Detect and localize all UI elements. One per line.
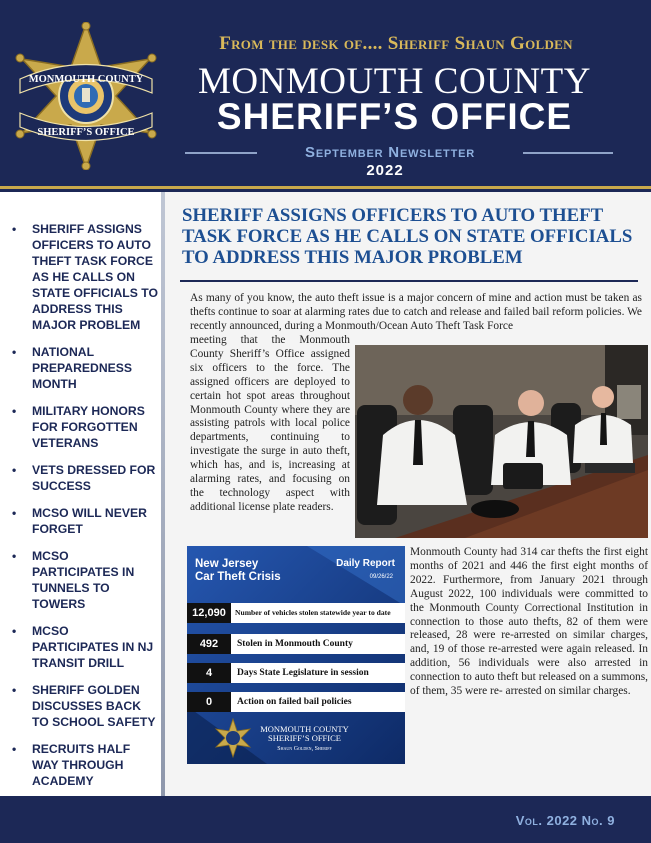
toc-item[interactable]: • NATIONAL PREPAREDNESS MONTH	[10, 344, 158, 392]
article-paragraph-task-force: meeting that the Monmouth County Sheriff’s Office assigned six officers to the force. The assigned officers are deployed to certain hot spot areas throughout Monmouth County where they are assisting patrols with local police departments, continuing to investigate the surge in auto theft, which has, and is, increasing at alarming rates, and focusing on the technology aspect with additional license plate readers.	[190, 334, 350, 513]
newsletter-rule-left	[185, 152, 257, 154]
table-of-contents	[10, 221, 158, 800]
toc-item[interactable]: • MCSO WILL NEVER FORGET	[10, 505, 158, 537]
infographic-row-label: Stolen in Monmouth County	[237, 639, 353, 649]
infographic-report-label: Daily Report	[336, 558, 395, 569]
infographic-title-line2: Car Theft Crisis	[195, 571, 281, 583]
infographic-footer-line1: MONMOUTH COUNTY	[260, 724, 349, 734]
masthead-gold-rule	[0, 186, 651, 189]
toc-item[interactable]: • RECRUITS HALF WAY THROUGH ACADEMY	[10, 741, 158, 789]
infographic-badge-icon	[213, 718, 253, 758]
infographic-row-label: Action on failed bail policies	[237, 697, 352, 707]
newsletter-month: September Newsletter	[305, 144, 475, 161]
toc-item[interactable]: • VETS DRESSED FOR SUCCESS	[10, 462, 158, 494]
toc-item[interactable]: • SHERIFF GOLDEN DISCUSSES BACK TO SCHOOL SAFETY	[10, 682, 158, 730]
sheriff-badge-icon	[12, 22, 160, 170]
infographic-row	[187, 663, 405, 683]
title-sheriffs-office: SHERIFF’S OFFICE	[216, 96, 573, 137]
from-the-desk-line: From the desk of.... Sheriff Shaun Golden	[219, 33, 573, 54]
infographic-row	[187, 603, 405, 623]
infographic-title	[195, 558, 281, 584]
infographic-row-label: Days State Legislature in session	[237, 668, 369, 678]
meeting-photo	[355, 345, 648, 538]
toc-item[interactable]: • MILITARY HONORS FOR FORGOTTEN VETERANS	[10, 403, 158, 451]
infographic-title-line1: New Jersey	[195, 558, 259, 570]
article-paragraph-intro: As many of you know, the auto theft issue is a major concern of mine and action must be taken as thefts continue to soar at alarming rates due to catch and release and failed bail reform policies. We recently announced, during a Monmouth/Ocean Auto Theft Task Force	[190, 292, 642, 332]
infographic-footer-line2: SHERIFF’S OFFICE	[268, 733, 341, 743]
infographic-row-number: 492	[187, 634, 231, 654]
infographic-row	[187, 634, 405, 654]
headline-rule	[180, 280, 638, 282]
title-monmouth-county: MONMOUTH COUNTY	[198, 61, 591, 102]
newsletter-year: 2022	[366, 162, 404, 179]
toc-item[interactable]: • MCSO PARTICIPATES IN TUNNELS TO TOWERS	[10, 548, 158, 612]
infographic-row-label: Number of vehicles stolen statewide year to date	[235, 608, 391, 617]
infographic-row-number: 0	[187, 692, 231, 712]
infographic-row-number: 4	[187, 663, 231, 683]
badge-bottom-text: SHERIFF’S OFFICE	[37, 127, 135, 138]
newsletter-rule-right	[523, 152, 613, 154]
infographic-footer-sheriff: Shaun Golden, Sheriff	[277, 746, 332, 752]
toc-item[interactable]: • MCSO PARTICIPATES IN NJ TRANSIT DRILL	[10, 623, 158, 671]
infographic-date: 09/26/22	[369, 574, 393, 580]
badge-top-text: MONMOUTH COUNTY	[28, 74, 144, 85]
volume-number: Vol. 2022 No. 9	[515, 813, 615, 828]
infographic-row-number: 12,090	[187, 603, 231, 623]
infographic-footer-office	[257, 725, 352, 743]
article-paragraph-statistics: Monmouth County had 314 car thefts the first eight months of 2021 and 446 the first eight months of 2022. Furthermore, from January 2021 through August 2022, 100 individuals were committed to the Monmouth County Correctional Institution in connection to those auto thefts, 82 of them were released, 28 were re-arrested on similar charges, and, 19 of those re-arrested were again released. In addition, 56 individuals were also arrested in connection to auto theft but released on a summons, of them, 35 were re- arrested on similar charges.	[410, 546, 648, 698]
infographic-row	[187, 692, 405, 712]
article-headline: SHERIFF ASSIGNS OFFICERS TO AUTO THEFT TASK FORCE AS HE CALLS ON STATE OFFICIALS TO ADDRESS THIS MAJOR PROBLEM	[182, 205, 633, 268]
car-theft-infographic	[187, 546, 405, 764]
toc-item[interactable]: • SHERIFF ASSIGNS OFFICERS TO AUTO THEFT TASK FORCE AS HE CALLS ON STATE OFFICIALS TO ADDRESS THIS MAJOR PROBLEM	[10, 221, 158, 333]
